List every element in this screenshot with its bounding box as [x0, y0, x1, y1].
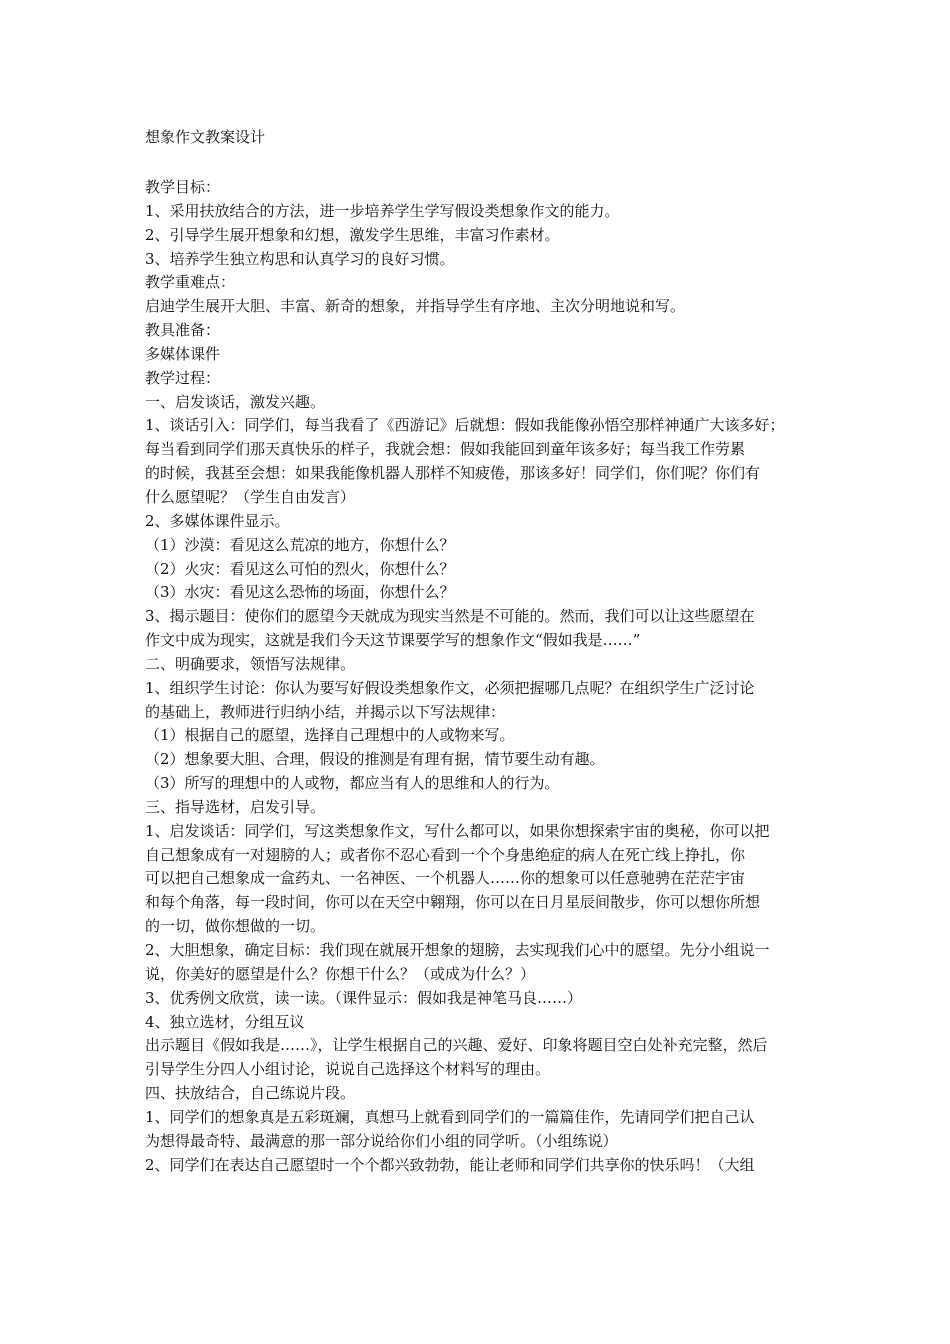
- text-line: 1、采用扶放结合的方法，进一步培养学生学写假设类想象作文的能力。: [145, 201, 620, 220]
- text-line: （2）火灾：看见这么可怕的烈火，你想什么？: [145, 559, 455, 578]
- text-line: 每当看到同学们那天真快乐的样子，我就会想：假如我能回到童年该多好；每当我工作劳累: [145, 440, 746, 459]
- text-line: 3、揭示题目：使你们的愿望今天就成为现实当然是不可能的。然而，我们可以让这些愿望在: [145, 607, 755, 626]
- text-line: 引导学生分四人小组讨论，说说自己选择这个材料写的理由。: [145, 1060, 551, 1079]
- text-line: 2、同学们在表达自己愿望时一个个都兴致勃勃，能让老师和同学们共享你的快乐吗！（大组: [145, 1155, 755, 1174]
- text-line: 2、大胆想象，确定目标：我们现在就展开想象的翅膀，去实现我们心中的愿望。先分小组说一: [145, 941, 770, 959]
- text-line: 的时候，我甚至会想：如果我能像机器人那样不知疲倦，那该多好！同学们，你们呢？你们有: [145, 464, 761, 483]
- text-line: （1）根据自己的愿望，选择自己理想中的人或物来写。: [145, 726, 515, 745]
- text-line: 自己想象成有一对翅膀的人；或者你不忍心看到一个个身患绝症的病人在死亡线上挣扎，你: [145, 845, 746, 864]
- text-line: （3）水灾：看见这么恐怖的场面，你想什么？: [145, 583, 455, 602]
- text-line: 3、培养学生独立构思和认真学习的良好习惯。: [145, 249, 455, 268]
- text-line: 2、多媒体课件显示。: [145, 511, 290, 530]
- text-line: 的基础上，教师进行归纳小结，并揭示以下写法规律：: [145, 702, 506, 721]
- text-line: （2）想象要大胆、合理，假设的推测是有理有据，情节要生动有趣。: [145, 750, 605, 769]
- text-line: 1、组织学生讨论：你认为要写好假设类想象作文，必须把握哪几点呢？在组织学生广泛讨论: [145, 678, 755, 697]
- text-line: 的一切，做你想做的一切。: [145, 917, 326, 936]
- text-line: 2、引导学生展开想象和幻想，激发学生思维，丰富习作素材。: [145, 225, 560, 244]
- text-line: 二、明确要求，领悟写法规律。: [145, 654, 356, 673]
- text-line: 三、指导选材，启发引导。: [145, 797, 326, 816]
- text-line: 4、独立选材，分组互议: [145, 1012, 305, 1031]
- text-line: 作文中成为现实，这就是我们今天这节课要学写的想象作文“假如我是……”: [145, 631, 641, 650]
- text-line: 多媒体课件: [145, 344, 221, 363]
- text-line: 教学重难点：: [145, 273, 236, 292]
- text-line: 1、启发谈话：同学们，写这类想象作文，写什么都可以，如果你想探索宇宙的奥秘，你可以把: [145, 821, 770, 840]
- text-line: 教具准备：: [145, 321, 221, 340]
- text-line: （1）沙漠：看见这么荒凉的地方，你想什么？: [145, 535, 455, 554]
- text-line: 为想得最奇特、最满意的那一部分说给你们小组的同学听。（小组练说）: [145, 1131, 618, 1150]
- text-line: 3、优秀例文欣赏，读一读。（课件显示：假如我是神笔马良……）: [145, 988, 583, 1007]
- text-line: 出示题目《假如我是……》，让学生根据自己的兴趣、爱好、印象将题目空白处补充完整，然后: [145, 1036, 768, 1055]
- document-title: 想象作文教案设计: [145, 128, 266, 146]
- text-line: 启迪学生展开大胆、丰富、新奇的想象，并指导学生有序地、主次分明地说和写。: [145, 297, 686, 316]
- text-line: 和每个角落，每一段时间，你可以在天空中翱翔，你可以在日月星辰间散步，你可以想你所想: [145, 893, 761, 912]
- text-line: 教学目标：: [145, 178, 221, 196]
- text-line: 教学过程：: [145, 368, 221, 387]
- text-line: 什么愿望呢？（学生自由发言）: [145, 487, 356, 506]
- text-line: 一、启发谈话，激发兴趣。: [145, 392, 326, 411]
- text-line: 1、谈话引入：同学们，每当我看了《西游记》后就想：假如我能像孙悟空那样神通广大该多好；: [145, 416, 785, 435]
- text-line: 可以把自己想象成一盒药丸、一名神医、一个机器人……你的想象可以任意驰骋在茫茫宇宙: [145, 869, 746, 888]
- text-line: （3）所写的理想中的人或物，都应当有人的思维和人的行为。: [145, 774, 560, 793]
- document-page: [145, 124, 815, 1177]
- text-line: 四、扶放结合，自己练说片段。: [145, 1084, 356, 1103]
- text-line: 1、同学们的想象真是五彩斑斓，真想马上就看到同学们的一篇篇佳作，先请同学们把自己认: [145, 1107, 755, 1126]
- text-line: 说，你美好的愿望是什么？你想干什么？（或成为什么？）: [145, 964, 536, 983]
- document-body: [145, 176, 815, 1177]
